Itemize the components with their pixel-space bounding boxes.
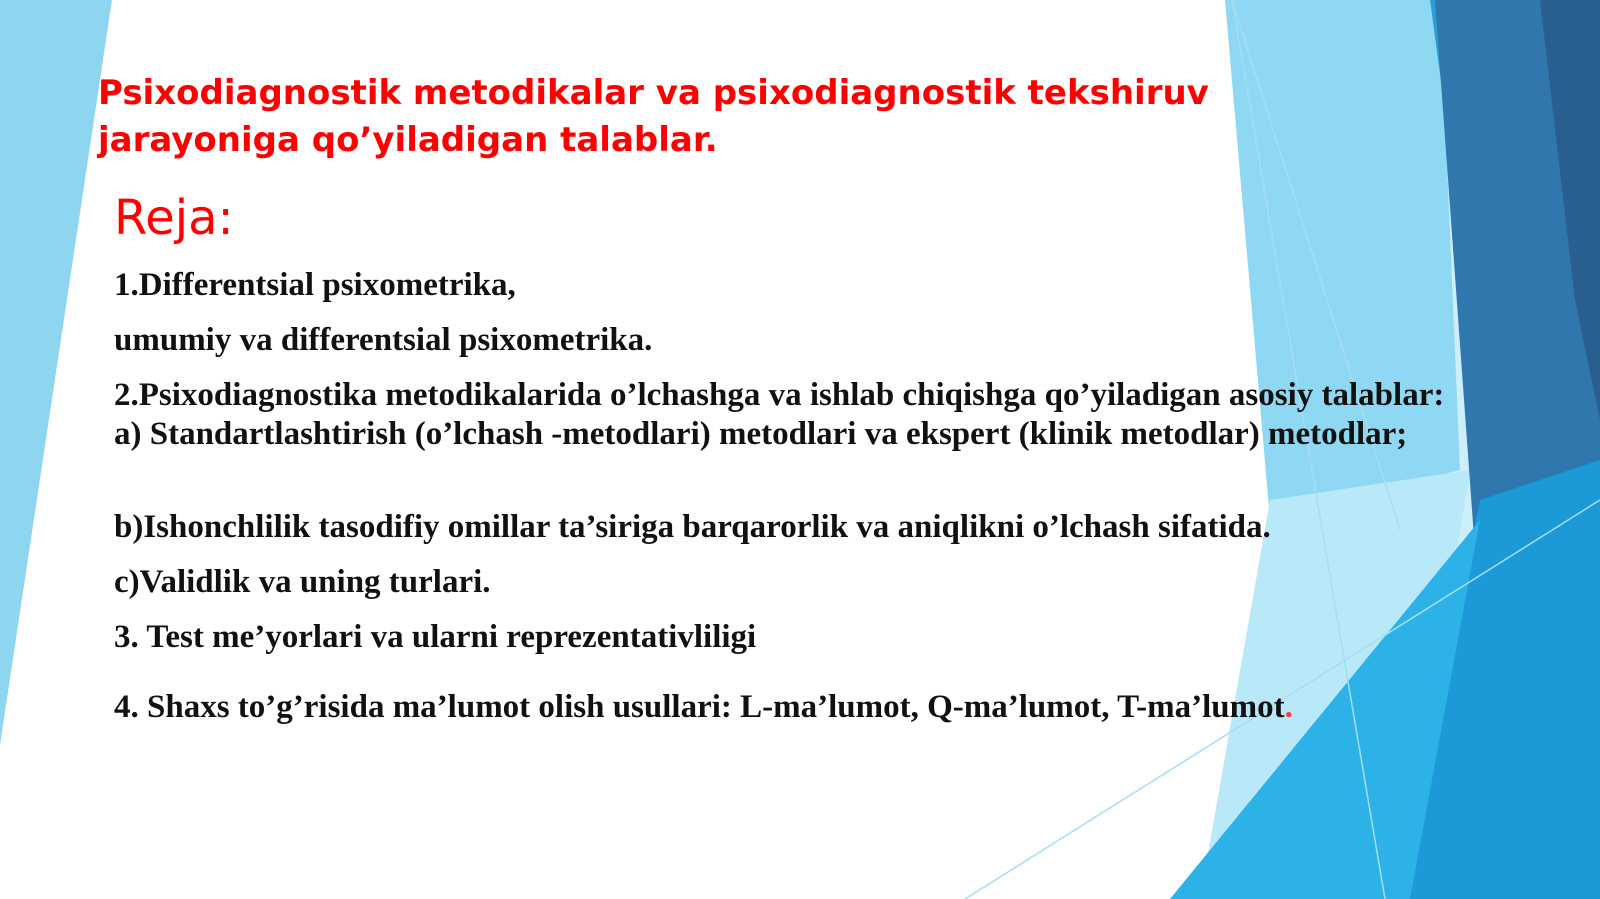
slide-title: Psixodiagnostik metodikalar va psixodiagnostik tekshiruv jarayoniga qo’yiladigan talablar. [98, 73, 1209, 160]
plan-item-4-text: 4. Shaxs to’g’risida ma’lumot olish usullari: L-ma’lumot, Q-ma’lumot, T-ma’lumot [114, 689, 1285, 725]
plan-heading: Reja: [114, 190, 234, 246]
plan-item-2: 2.Psixodiagnostika metodikalarida o’lchashga va ishlab chiqishga qo’yiladigan asosiy talablar: a) Standartlashtirish (o’lchash -metodlari) metodlari va ekspert (klinik metodlar) metodlar; [114, 377, 1445, 452]
plan-item-3: 3. Test me’yorlari va ularni reprezentativliligi [114, 619, 757, 655]
plan-item-1: 1.Differentsial psixometrika, [114, 267, 516, 303]
trailing-dot: . [1284, 689, 1293, 725]
plan-item-2c: c)Validlik va uning turlari. [114, 564, 491, 600]
plan-item-1-detail: umumiy va differentsial psixometrika. [114, 322, 653, 358]
left-strip-shape [0, 0, 112, 745]
plan-item-4 [114, 688, 1454, 727]
plan-item-2b: b)Ishonchlilik tasodifiy omillar ta’siriga barqarorlik va aniqlikni o’lchash sifatida. [114, 509, 1271, 545]
